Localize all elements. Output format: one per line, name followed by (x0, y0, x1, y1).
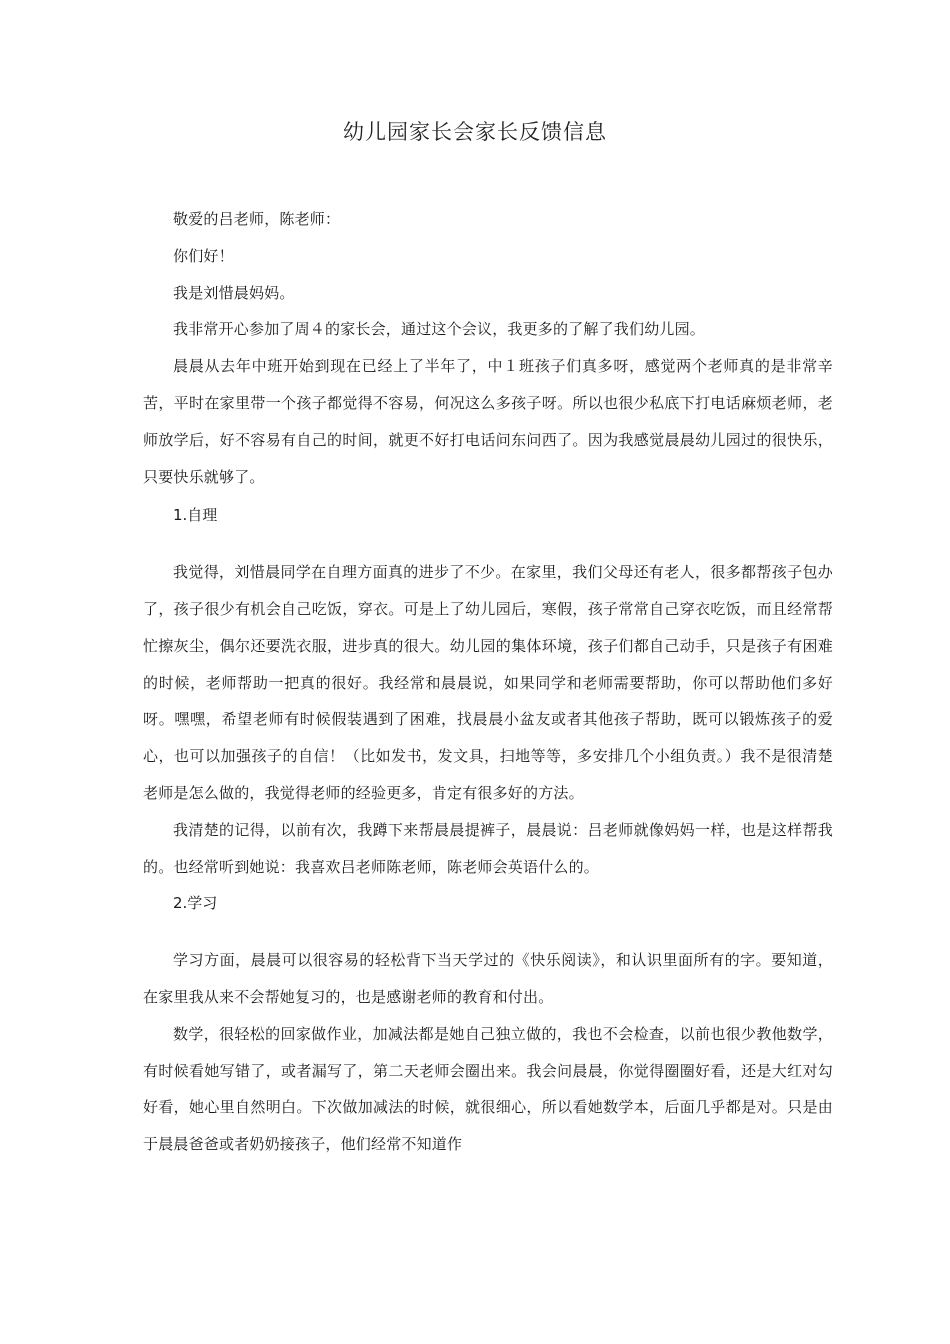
section-heading-self-care: 1.自理 (173, 506, 218, 525)
document-body (143, 201, 833, 1163)
hello-line: 你们好！ (173, 246, 234, 265)
paragraph-2: 晨晨从去年中班开始到现在已经上了半年了，中１班孩子们真多呀，感觉两个老师真的是非常辛苦，平时在家里带一个孩子都觉得不容易，何况这么多孩子呀。所以也很少私底下打电话麻烦老师，老师放学后，好不容易有自己的时间，就更不好打电话问东问西了。因为我感觉晨晨幼儿园过的很快乐，只要快乐就够了。 (143, 357, 833, 486)
paragraph-5: 学习方面，晨晨可以很容易的轻松背下当天学过的《快乐阅读》，和认识里面所有的字。要知道，在家里我从来不会帮她复习的，也是感谢老师的教育和付出。 (143, 951, 833, 1006)
paragraph-1: 我非常开心参加了周４的家长会，通过这个会议，我更多的了解了我们幼儿园。 (173, 320, 706, 339)
paragraph-4: 我清楚的记得，以前有次，我蹲下来帮晨晨提裤子，晨晨说：吕老师就像妈妈一样，也是这样帮我的。也经常听到她说：我喜欢吕老师陈老师，陈老师会英语什么的。 (143, 820, 833, 876)
paragraph-6: 数学，很轻松的回家做作业，加减法都是她自己独立做的，我也不会检查，以前也很少教他数学，有时候看她写错了，或者漏写了，第二天老师会圈出来。我会问晨晨，你觉得圈圈好看，还是大红对勾好看，她心里自然明白。下次做加减法的时候，就很细心，所以看她数学本，后面几乎都是对。只是由于晨晨爸爸或者奶奶接孩子，他们经常不知道作 (143, 1024, 833, 1154)
section-heading-study: 2.学习 (173, 894, 218, 913)
document-title: 幼儿园家长会家长反馈信息 (343, 120, 607, 144)
intro-line: 我是刘惜晨妈妈。 (173, 283, 295, 302)
greeting-line: 敬爱的吕老师，陈老师： (173, 210, 341, 228)
paragraph-3: 我觉得，刘惜晨同学在自理方面真的进步了不少。在家里，我们父母还有老人，很多都帮孩子包办了，孩子很少有机会自己吃饭，穿衣。可是上了幼儿园后，寒假，孩子常常自己穿衣吃饭，而且经常帮忙擦灰尘，偶尔还要洗衣服，进步真的很大。幼儿园的集体环境，孩子们都自己动手，只是孩子有困难的时候，老师帮助一把真的很好。我经常和晨晨说，如果同学和老师需要帮助，你可以帮助他们多好呀。嘿嘿，希望老师有时候假装遇到了困难，找晨晨小盆友或者其他孩子帮助，既可以锻炼孩子的爱心，也可以加强孩子的自信！（比如发书，发文具，扫地等等，多安排几个小组负责。）我不是很清楚老师是怎么做的，我觉得老师的经验更多，肯定有很多好的方法。 (143, 563, 833, 802)
